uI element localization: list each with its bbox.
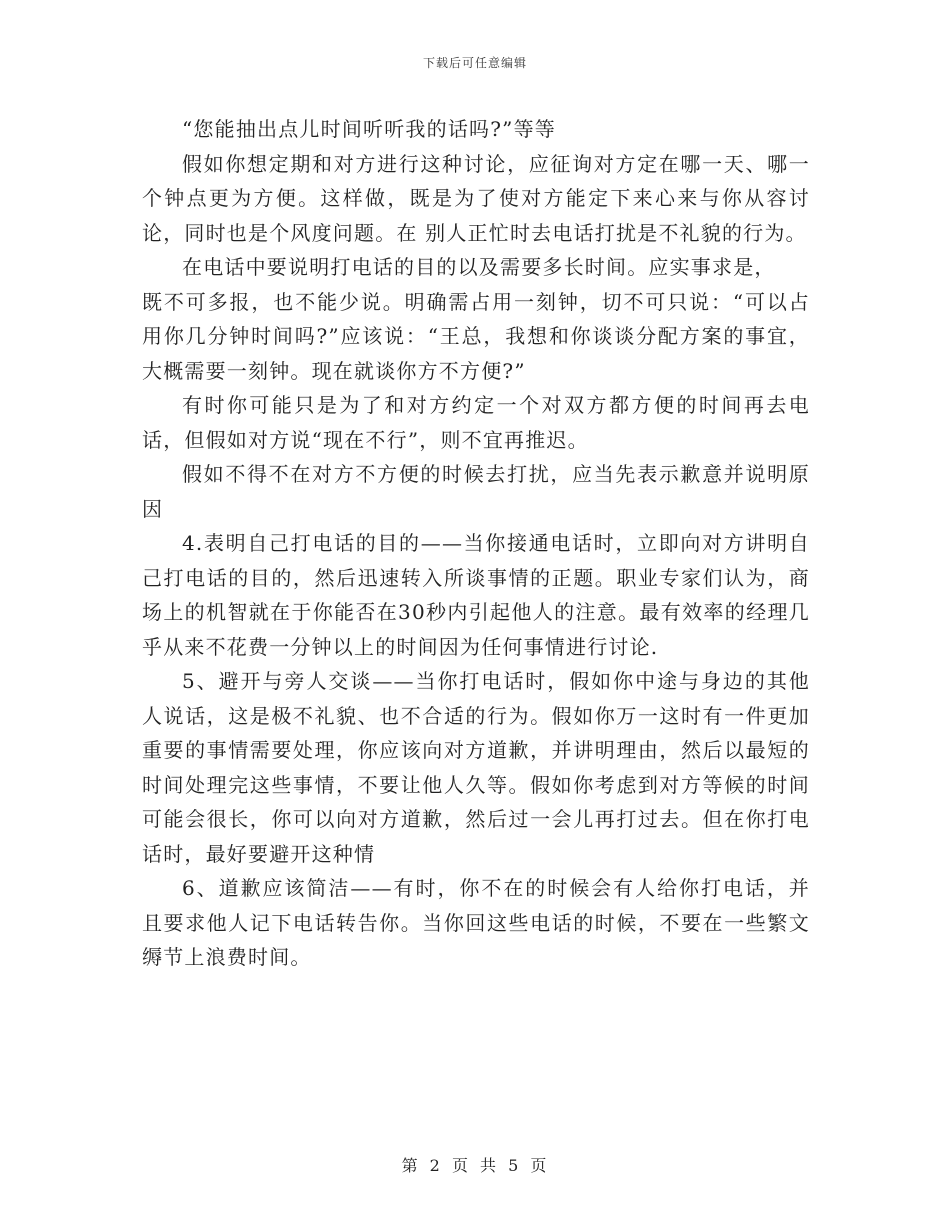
paragraph-6: 假如不得不在对方不方便的时候去打扰，应当先表示歉意并说明原因 <box>142 462 810 521</box>
page-footer: 第 2 页 共 5 页 <box>401 1156 549 1175</box>
paragraph-8: 5、避开与旁人交谈——当你打电话时，假如你中途与身边的其他人说话，这是极不礼貌、也不合适的行为。假如你万一这时有一件更加重要的事情需要处理，你应该向对方道歉，并讲明理由，然后以最短的时间处理完这些事情，不要让他人久等。假如你考虑到对方等候的时间可能会很长，你可以向对方道歉，然后过一会儿再打过去。但在你打电话时，最好要避开这种情 <box>142 669 810 866</box>
document-body <box>142 112 810 975</box>
paragraph-1: “您能抽出点儿时间听听我的话吗?”等等 <box>182 117 556 141</box>
page-header: 下载后可任意编辑 <box>422 56 527 70</box>
paragraph-3: 在电话中要说明打电话的目的以及需要多长时间。应实事求是， <box>182 255 776 279</box>
paragraph-9: 6、道歉应该简洁——有时，你不在的时候会有人给你打电话，并且要求他人记下电话转告你。当你回这些电话的时候，不要在一些繁文缛节上浪费时间。 <box>142 876 810 969</box>
paragraph-2: 假如你想定期和对方进行这种讨论，应征询对方定在哪一天、哪一个钟点更为方便。这样做，既是为了使对方能定下来心来与你从容讨论，同时也是个风度问题。在 别人正忙时去电话打扰是不礼貌的行为。 <box>142 151 810 245</box>
paragraph-5: 有时你可能只是为了和对方约定一个对双方都方便的时间再去电话，但假如对方说“现在不行”，则不宜再推迟。 <box>142 393 810 452</box>
paragraph-4: 既不可多报，也不能少说。明确需占用一刻钟，切不可只说：“可以占用你几分钟时间吗?”应该说：“王总，我想和你谈谈分配方案的事宜，大概需要一刻钟。现在就谈你方不方便?” <box>142 289 810 383</box>
paragraph-7: 4.表明自己打电话的目的——当你接通电话时，立即向对方讲明自己打电话的目的，然后迅速转入所谈事情的正题。职业专家们认为，商场上的机智就在于你能否在30秒内引起他人的注意。最有效率的经理几乎从来不花费一分钟以上的时间因为任何事情进行讨论. <box>142 531 810 659</box>
